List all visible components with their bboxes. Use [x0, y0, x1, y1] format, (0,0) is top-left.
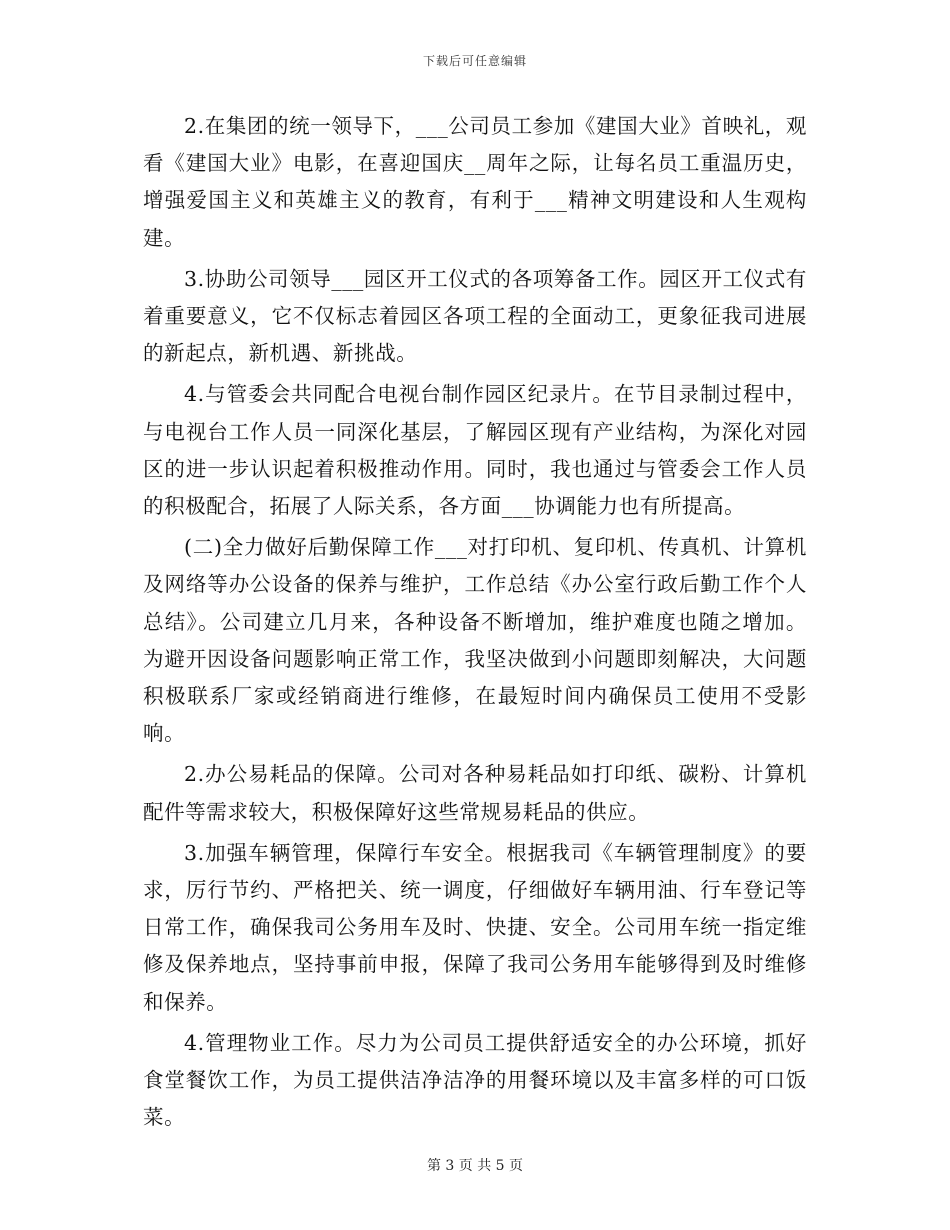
- paragraph-2: 3.协助公司领导___园区开工仪式的各项筹备工作。园区开工仪式有着重要意义，它不仅标志着园区各项工程的全面动工，更象征我司进展的新起点，新机遇、新挑战。: [143, 266, 808, 366]
- paragraph-1: 2.在集团的统一领导下，___公司员工参加《建国大业》首映礼，观看《建国大业》电影，在喜迎国庆__周年之际，让每名员工重温历史，增强爱国主义和英雄主义的教育，有利于___精神文明建设和人生观构建。: [143, 114, 808, 250]
- document-body: [143, 108, 807, 1140]
- paragraph-6: 3.加强车辆管理，保障行车安全。根据我司《车辆管理制度》的要求，厉行节约、严格把关、统一调度，仔细做好车辆用油、行车登记等日常工作，确保我司公务用车及时、快捷、安全。公司用车统一指定维修及保养地点，坚持事前申报，保障了我司公务用车能够得到及时维修和保养。: [143, 840, 807, 1014]
- paragraph-5: 2.办公易耗品的保障。公司对各种易耗品如打印纸、碳粉、计算机配件等需求较大，积极保障好这些常规易耗品的供应。: [143, 762, 807, 824]
- paragraph-7: 4.管理物业工作。尽力为公司员工提供舒适安全的办公环境，抓好食堂餐饮工作，为员工提供洁净洁净的用餐环境以及丰富多样的可口饭菜。: [143, 1030, 807, 1130]
- page-header: 下载后可任意编辑: [422, 54, 527, 68]
- page-number-footer: 第 3 页 共 5 页: [426, 1158, 524, 1174]
- paragraph-3: 4.与管委会共同配合电视台制作园区纪录片。在节目录制过程中，与电视台工作人员一同深化基层，了解园区现有产业结构，为深化对园区的进一步认识起着积极推动作用。同时，我也通过与管委会工作人员的积极配合，拓展了人际关系，各方面___协调能力也有所提高。: [143, 382, 807, 519]
- paragraph-4: (二)全力做好后勤保障工作___对打印机、复印机、传真机、计算机及网络等办公设备的保养与维护，工作总结《办公室行政后勤工作个人总结》。公司建立几月来，各种设备不断增加，维护难度也随之增加。为避开因设备问题影响正常工作，我坚决做到小问题即刻解决，大问题积极联系厂家或经销商进行维修，在最短时间内确保员工使用不受影响。: [143, 535, 807, 746]
